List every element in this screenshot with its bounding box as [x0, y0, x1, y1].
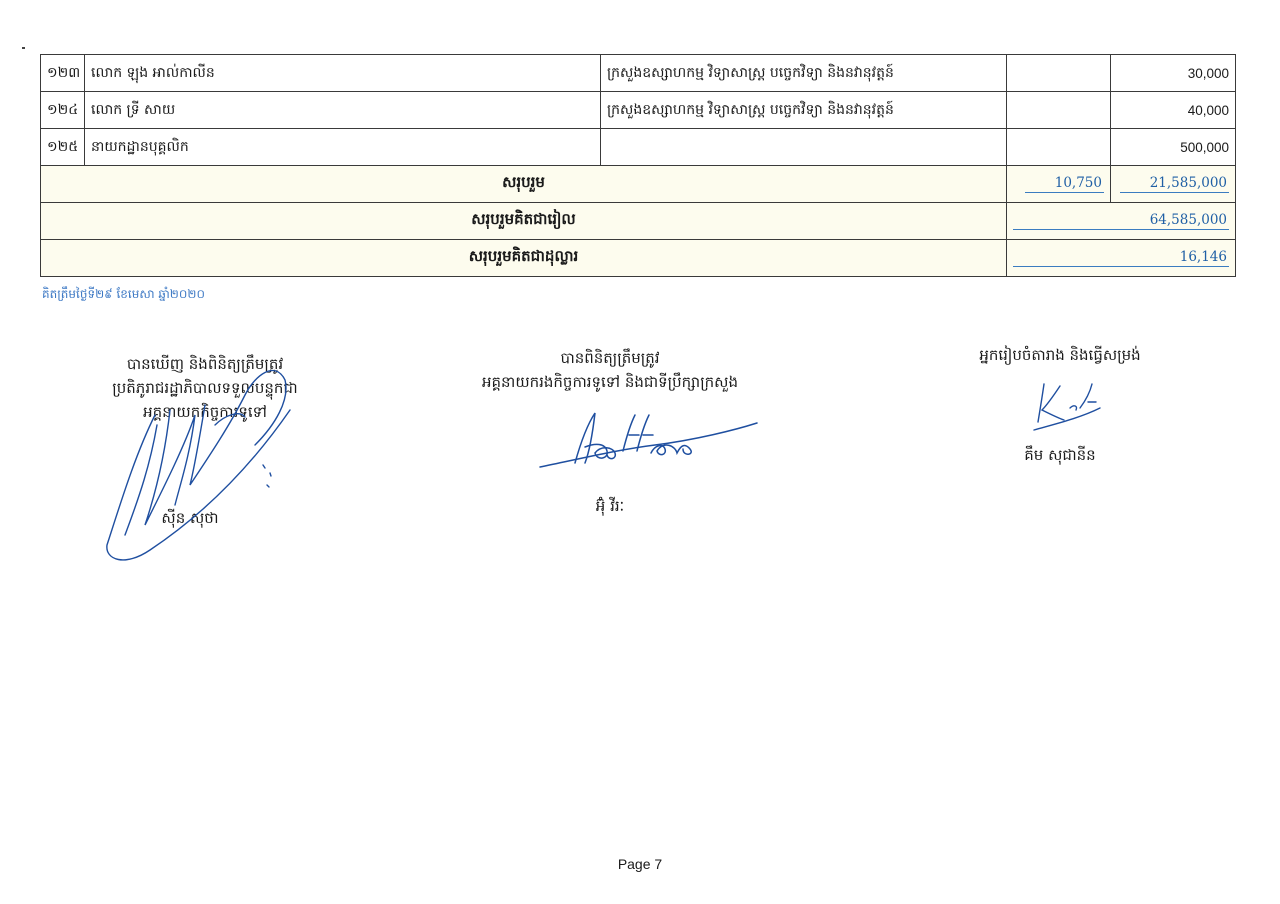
left-title-line1: បានឃើញ និងពិនិត្យត្រឹមត្រូវ — [126, 355, 284, 373]
total-qty: 10,750 — [1025, 175, 1104, 193]
row-name: លោក ទ្រី សាយ — [85, 92, 601, 129]
total-label: សរុបរួម — [41, 166, 1007, 203]
left-title-line3: អគ្គនាយកកិច្ចការទូទៅ — [143, 403, 267, 421]
usd-total-cell — [1007, 240, 1236, 277]
row-amount: 30,000 — [1111, 55, 1236, 92]
signature-block-right — [960, 343, 1160, 367]
riel-total-row — [41, 203, 1236, 240]
center-signatory-name: អ៊ុំ វីរៈ — [595, 497, 625, 515]
right-title-line1: អ្នករៀបចំតារាង និងធ្វើសម្រង់ — [979, 346, 1141, 364]
row-qty — [1007, 129, 1111, 166]
row-number: ១២៥ — [41, 129, 85, 166]
row-ministry — [601, 129, 1007, 166]
row-ministry: ក្រសួងឧស្សាហកម្ម វិទ្យាសាស្ត្រ បច្ចេកវិទ្យា និងនវានុវត្តន៍ — [601, 92, 1007, 129]
riel-total-cell — [1007, 203, 1236, 240]
row-ministry: ក្រសួងឧស្សាហកម្ម វិទ្យាសាស្ត្រ បច្ចេកវិទ្យា និងនវានុវត្តន៍ — [601, 55, 1007, 92]
riel-total-label: សរុបរួមគិតជារៀល — [41, 203, 1007, 240]
row-amount: 40,000 — [1111, 92, 1236, 129]
ledger-table — [40, 54, 1236, 277]
row-qty — [1007, 92, 1111, 129]
usd-total-label: សរុបរួមគិតជាដុល្លារ — [41, 240, 1007, 277]
as-of-date-note: គិតត្រឹមថ្ងៃទី២៩ ខែមេសា ឆ្នាំ២០២០ — [42, 287, 205, 301]
row-name: លោក ឡុង អាល់កាលីន — [85, 55, 601, 92]
table-row — [41, 55, 1236, 92]
usd-total-row — [41, 240, 1236, 277]
left-signatory-name: ស៊ីន សុថា — [161, 509, 219, 527]
row-number: ១២៤ — [41, 92, 85, 129]
left-title-line2: ប្រតិភូរាជរដ្ឋាភិបាលទទួលបន្ទុកជា — [112, 379, 298, 397]
row-name: នាយកដ្ឋានបុគ្គលិក — [85, 129, 601, 166]
total-row — [41, 166, 1236, 203]
center-title-line1: បានពិនិត្យត្រឹមត្រូវ — [560, 349, 660, 367]
signature-block-left — [60, 352, 350, 424]
row-qty — [1007, 55, 1111, 92]
center-handwritten-signature — [535, 405, 765, 475]
scan-speck — [22, 47, 25, 49]
right-handwritten-signature — [1030, 378, 1105, 436]
row-number: ១២៣ — [41, 55, 85, 92]
right-signatory-name: គឹម សុជានីន — [1024, 446, 1096, 464]
row-amount: 500,000 — [1111, 129, 1236, 166]
table-row — [41, 92, 1236, 129]
total-qty-cell — [1007, 166, 1111, 203]
center-title-line2: អគ្គនាយករងកិច្ចការទូទៅ និងជាទីប្រឹក្សាក្រសួង — [482, 373, 738, 391]
usd-total-amount: 16,146 — [1013, 249, 1229, 267]
signature-block-center — [440, 346, 780, 394]
total-amount: 21,585,000 — [1120, 175, 1229, 193]
page-number: Page 7 — [617, 856, 663, 872]
riel-total-amount: 64,585,000 — [1013, 212, 1229, 230]
table-row — [41, 129, 1236, 166]
total-amount-cell — [1111, 166, 1236, 203]
